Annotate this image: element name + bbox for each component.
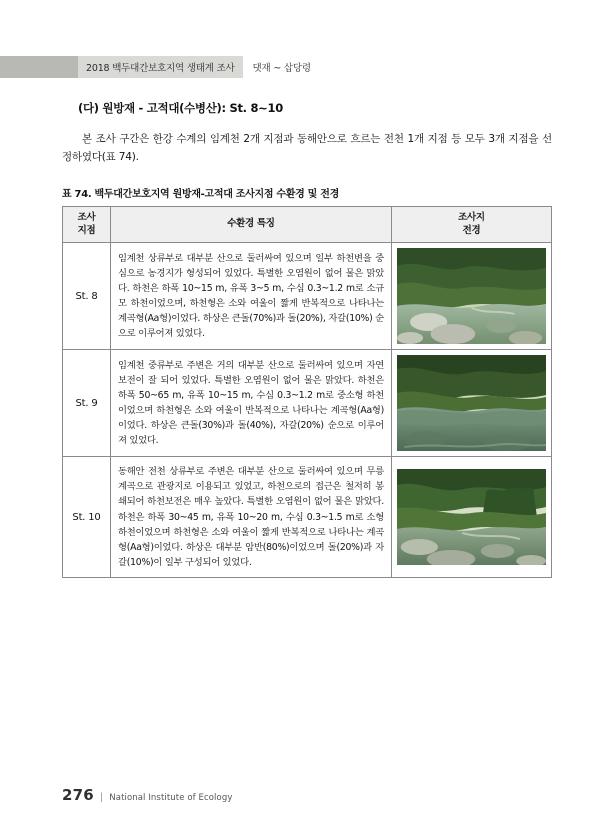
section-heading: (다) 원방재 - 고적대(수병산): St. 8~10 [78,101,283,115]
survey-table [62,206,552,578]
page-footer [62,786,232,804]
footer-separator: | [99,792,104,803]
paragraph-text: 본 조사 구간은 한강 수계의 임계천 2개 지점과 동해안으로 흐르는 전천 1개 지점 등 모두 3개 지점을 선정하였다(표 74). [62,133,552,164]
table-row [63,243,552,350]
header-title: 2018 백두대간보호지역 생태계 조사 [78,56,243,78]
survey-site-photo-st9 [397,355,546,451]
footer-organization: National Institute of Ecology [109,793,233,803]
column-header-site [63,206,111,243]
site-description: 동해안 전천 상류부로 주변은 대부분 산으로 둘러싸여 있으며 무릉계곡으로 관광지로 이용되고 있었고, 하천으로의 접근은 철저히 봉쇄되어 하천보전은 매우 높았다. 특별한 오염원이 없어 물은 맑았다. 하천은 하폭 30~45 m, 유폭 10~20 m, 수심 0.3~1.5 m로 소형 하천이었으며 하천형은 소와 여울이 짧게 반복적으로 나타나는 계곡형(Aa형)이었다. 하상은 대부분 암반(80%)이었으며 돌(20%)과 자갈(10%)이 일부 구성되어 있었다. [111,457,392,577]
column-header-photo [392,206,552,243]
page-header [0,56,614,78]
column-header-site-line2: 지점 [77,224,96,236]
column-header-site-line1: 조사 [77,211,96,223]
table-row [63,350,552,457]
site-label: St. 10 [63,457,111,577]
header-subtitle: 댓재 ~ 삽당령 [252,63,311,74]
site-description: 임계천 중류부로 주변은 거의 대부분 산으로 둘러싸여 있으며 자연보전이 잘 되어 있었다. 특별한 오염원이 없어 물은 맑았다. 하천은 하폭 50~65 m, 유폭 10~15 m, 수심 0.3~1.2 m로 중소형 하천이었으며 하천형은 소와 여울이 반복적으로 나타나는 계곡형(Aa형)이었다. 하상은 큰돌(30%)과 돌(40%), 자갈(20%) 순으로 이루어져 있었다. [111,350,392,457]
column-header-description: 수환경 특징 [111,206,392,243]
site-description: 임계천 상류부로 대부분 산으로 둘러싸여 있으며 일부 하천변을 중심으로 농경지가 형성되어 있었다. 특별한 오염원이 없어 물은 맑았다. 하천은 하폭 10~15 m, 유폭 3~5 m, 수심 0.3~1.2 m로 소규모 하천이었으며, 하천형은 소와 여울이 짧게 반복적으로 나타나는 계곡형(Aa형)이었다. 하상은 큰돌(70%)과 돌(20%), 자갈(10%) 순으로 이루어져 있었다. [111,243,392,350]
site-label: St. 9 [63,350,111,457]
section-paragraph [62,130,552,167]
table-caption: 표 74. 백두대간보호지역 원방재-고적대 조사지점 수환경 및 전경 [62,188,339,200]
site-label: St. 8 [63,243,111,350]
page-content [62,100,552,578]
site-photo-cell [392,457,552,577]
table-header-row [63,206,552,243]
site-photo-cell [392,350,552,457]
survey-site-photo-st8 [397,248,546,344]
page-number: 276 [62,786,94,804]
header-accent-block [0,56,78,78]
survey-site-photo-st10 [397,469,546,565]
column-header-photo-line1: 조사지 [458,211,485,223]
table-row [63,457,552,577]
column-header-photo-line2: 전경 [462,224,481,236]
site-photo-cell [392,243,552,350]
